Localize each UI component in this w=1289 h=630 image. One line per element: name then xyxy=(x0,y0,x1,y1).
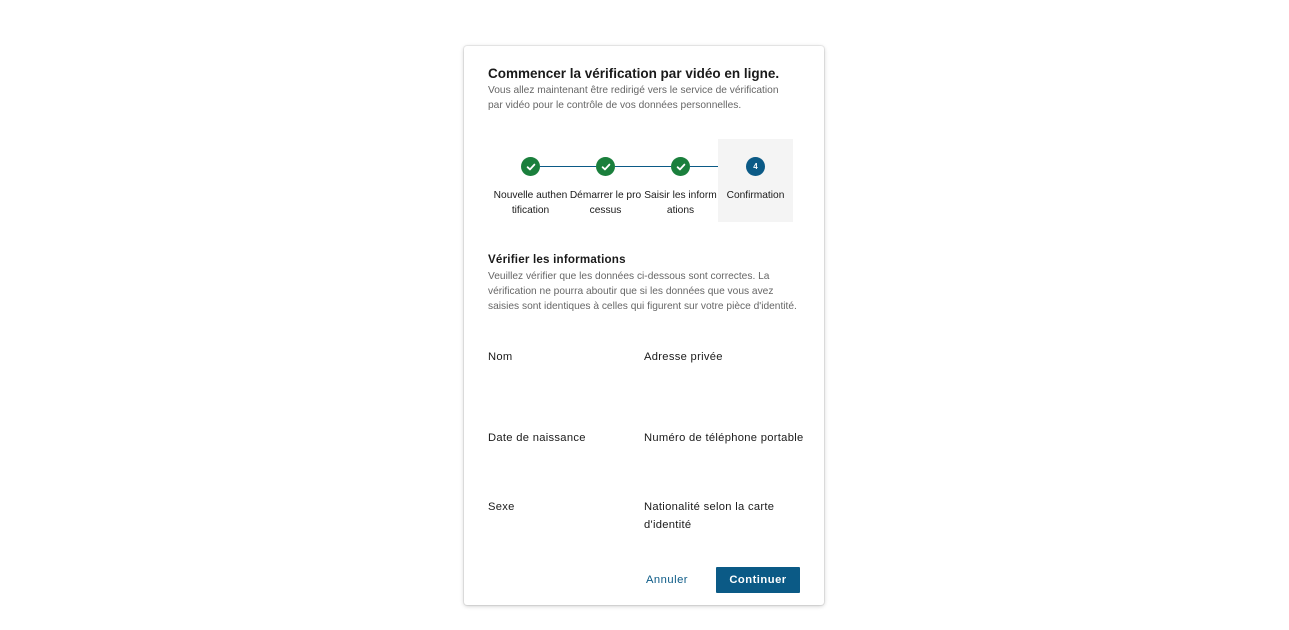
field-mobile: Numéro de téléphone portable xyxy=(644,432,804,444)
step-label: Nouvelle authentification xyxy=(493,190,568,216)
field-name: Nom xyxy=(488,351,513,363)
step-start-process xyxy=(568,139,643,222)
step-confirmation xyxy=(718,139,793,222)
field-address: Adresse privée xyxy=(644,351,723,363)
step-number-badge: 4 xyxy=(746,157,765,176)
step-label: Saisir les informations xyxy=(644,190,717,216)
field-nationality: Nationalité selon la carte d'identité xyxy=(644,501,775,531)
progress-stepper xyxy=(493,139,797,222)
section-title: Vérifier les informations xyxy=(488,253,626,266)
step-label: Démarrer le processus xyxy=(569,190,642,216)
dialog-title: Commencer la vérification par vidéo en ligne. xyxy=(488,66,780,81)
field-birth-date: Date de naissance xyxy=(488,432,586,444)
check-icon xyxy=(521,157,540,176)
check-icon xyxy=(671,157,690,176)
cancel-button[interactable]: Annuler xyxy=(634,567,700,593)
continue-button[interactable]: Continuer xyxy=(716,567,800,593)
verification-dialog xyxy=(464,46,824,605)
step-new-authentication xyxy=(493,139,568,222)
step-enter-information xyxy=(643,139,718,222)
check-icon xyxy=(596,157,615,176)
dialog-subtitle: Vous allez maintenant être redirigé vers le service de vérification par vidéo pour le contrôle de vos données personnelles. xyxy=(488,85,779,111)
field-sex: Sexe xyxy=(488,501,515,513)
step-label: Confirmation xyxy=(726,190,785,201)
section-description: Veuillez vérifier que les données ci-dessous sont correctes. La vérification ne pourra aboutir que si les données que vous avez saisies sont identiques à celles qui figurent sur votre pièce d'identité. xyxy=(488,271,797,312)
